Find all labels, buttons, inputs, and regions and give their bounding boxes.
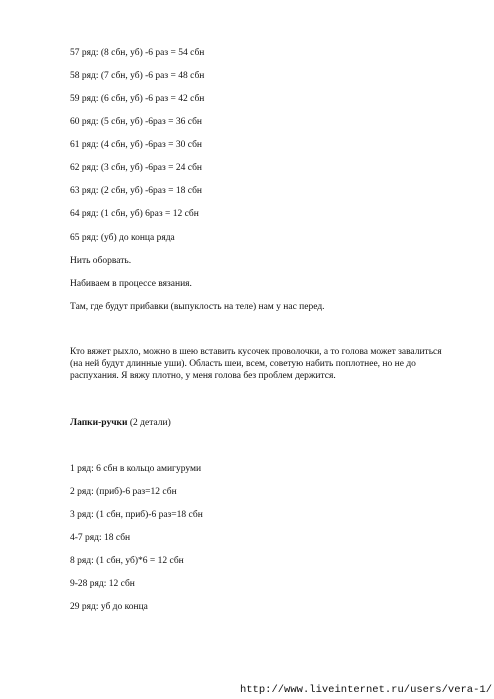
section-note: (2 детали) — [127, 418, 171, 428]
note-cut-thread: Нить оборвать. — [70, 256, 132, 266]
footer-url[interactable]: http://www.liveinternet.ru/users/vera-1/ — [239, 684, 492, 696]
note-wire-paragraph: Кто вяжет рыхло, можно в шею вставить кусочек проволочки, а то голова может завалиться (на ней будут длинные уши). Область шеи, всем, советую набить поплотнее, но не до распухания. Я вяжу плотно, у меня голова без проблем держится. — [70, 347, 442, 381]
note-front: Там, где будут прибавки (выпуклость на теле) нам у нас перед. — [70, 302, 325, 312]
paw-row-29: 29 ряд: уб до конца — [70, 602, 148, 612]
row-58: 58 ряд: (7 сбн, уб) -6 раз = 48 сбн — [70, 71, 205, 81]
row-62: 62 ряд: (3 сбн, уб) -6раз = 24 сбн — [70, 163, 202, 173]
row-57: 57 ряд: (8 сбн, уб) -6 раз = 54 сбн — [70, 48, 205, 58]
section-heading — [70, 417, 171, 429]
row-60: 60 ряд: (5 сбн, уб) -6раз = 36 сбн — [70, 117, 202, 127]
row-63: 63 ряд: (2 сбн, уб) -6раз = 18 сбн — [70, 186, 202, 196]
note-stuffing: Набиваем в процессе вязания. — [70, 279, 192, 289]
paw-row-2: 2 ряд: (приб)-6 раз=12 сбн — [70, 487, 177, 497]
row-61: 61 ряд: (4 сбн, уб) -6раз = 30 сбн — [70, 140, 202, 150]
row-65: 65 ряд: (уб) до конца ряда — [70, 233, 175, 243]
section-title: Лапки-ручки — [70, 418, 128, 428]
paw-row-4-7: 4-7 ряд: 18 сбн — [70, 533, 131, 543]
paw-row-8: 8 ряд: (1 сбн, уб)*6 = 12 сбн — [70, 556, 184, 566]
paw-row-3: 3 ряд: (1 сбн, приб)-6 раз=18 сбн — [70, 510, 203, 520]
paw-row-1: 1 ряд: 6 сбн в кольцо амигуруми — [70, 464, 202, 474]
row-64: 64 ряд: (1 сбн, уб) 6раз = 12 сбн — [70, 209, 199, 219]
row-59: 59 ряд: (6 сбн, уб) -6 раз = 42 сбн — [70, 94, 205, 104]
paw-row-9-28: 9-28 ряд: 12 сбн — [70, 579, 135, 589]
